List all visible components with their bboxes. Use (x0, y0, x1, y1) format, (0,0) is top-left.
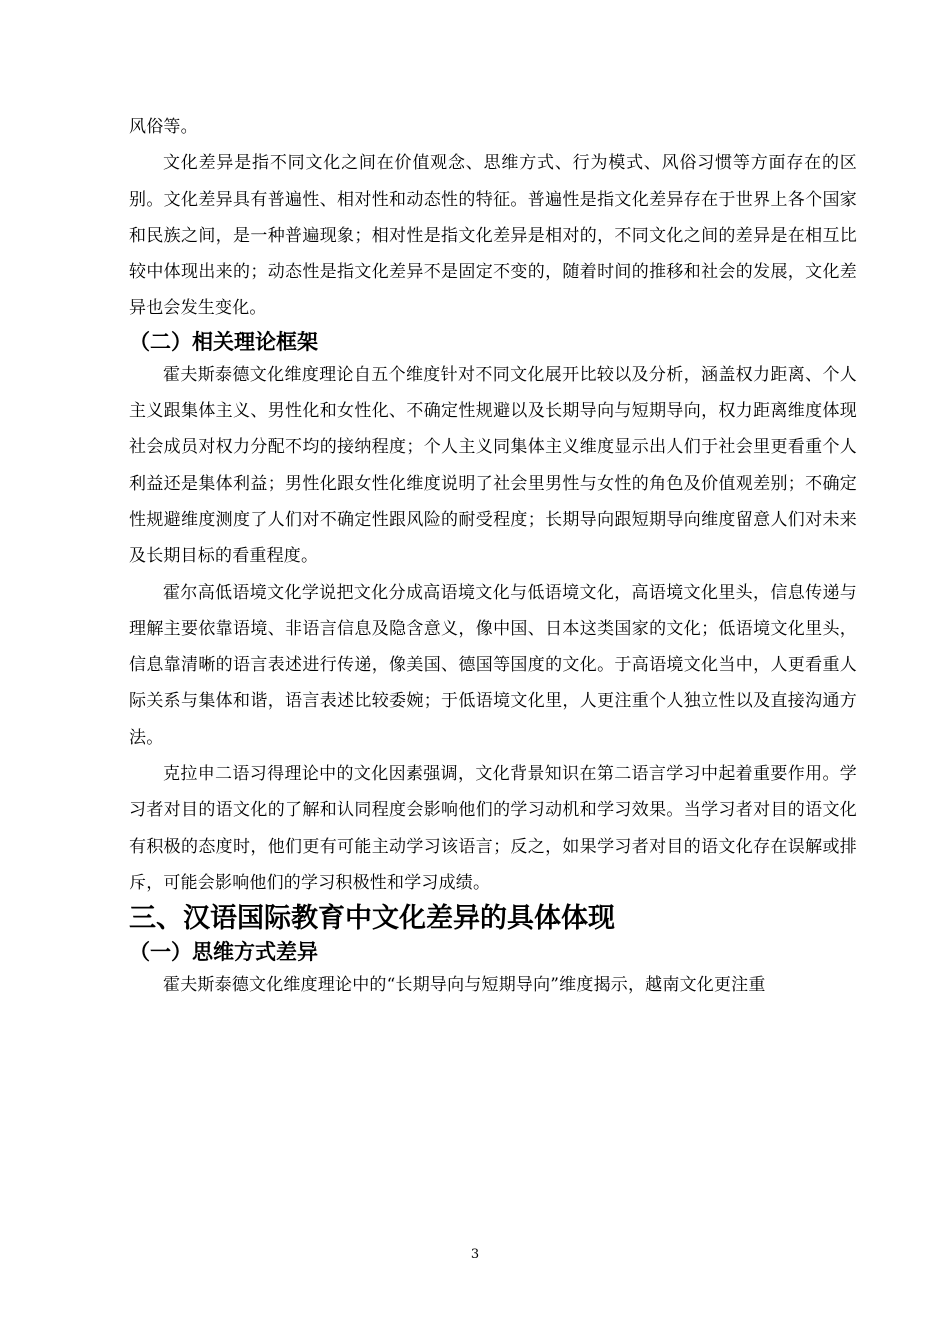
paragraph-continuation: 风俗等。 (129, 117, 198, 137)
page-content (129, 109, 857, 1004)
paragraph-krashen: 克拉申二语习得理论中的文化因素强调，文化背景知识在第二语言学习中起着重要作用。学习者对目的语文化的了解和认同程度会影响他们的学习动机和学习效果。当学习者对目的语文化有积极的态度时，他们更有可能主动学习该语言；反之，如果学习者对目的语文化存在误解或排斥，可能会影响他们的学习积极性和学习成绩。 (129, 764, 857, 893)
page-number: 3 (470, 1247, 480, 1262)
heading-related-theory: （二）相关理论框架 (129, 329, 318, 354)
paragraph-hall: 霍尔高低语境文化学说把文化分成高语境文化与低语境文化，高语境文化里头，信息传递与理解主要依靠语境、非语言信息及隐含意义，像中国、日本这类国家的文化；低语境文化里头，信息靠清晰的语言表述进行传递，像美国、德国等国度的文化。于高语境文化当中，人更看重人际关系与集体和谐，语言表述比较委婉；于低语境文化里，人更注重个人独立性以及直接沟通方法。 (129, 582, 857, 748)
heading-section-three: 三、汉语国际教育中文化差异的具体体现 (129, 903, 615, 935)
heading-thinking-style: （一）思维方式差异 (129, 940, 318, 965)
paragraph-cultural-difference-definition: 文化差异是指不同文化之间在价值观念、思维方式、行为模式、风俗习惯等方面存在的区别。文化差异具有普遍性、相对性和动态性的特征。普遍性是指文化差异存在于世界上各个国家和民族之间，是一种普遍现象；相对性是指文化差异是相对的，不同文化之间的差异是在相互比较中体现出来的；动态性是指文化差异不是固定不变的，随着时间的推移和社会的发展，文化差异也会发生变化。 (129, 153, 857, 319)
paragraph-long-term-orientation: 霍夫斯泰德文化维度理论中的“长期导向与短期导向”维度揭示，越南文化更注重 (163, 975, 766, 996)
paragraph-hofstede: 霍夫斯泰德文化维度理论自五个维度针对不同文化展开比较以及分析，涵盖权力距离、个人主义跟集体主义、男性化和女性化、不确定性规避以及长期导向与短期导向，权力距离维度体现社会成员对权力分配不均的接纳程度；个人主义同集体主义维度显示出人们于社会里更看重个人利益还是集体利益；男性化跟女性化维度说明了社会里男性与女性的角色及价值观差别；不确定性规避维度测度了人们对不确定性跟风险的耐受程度；长期导向跟短期导向维度留意人们对未来及长期目标的看重程度。 (129, 364, 857, 567)
